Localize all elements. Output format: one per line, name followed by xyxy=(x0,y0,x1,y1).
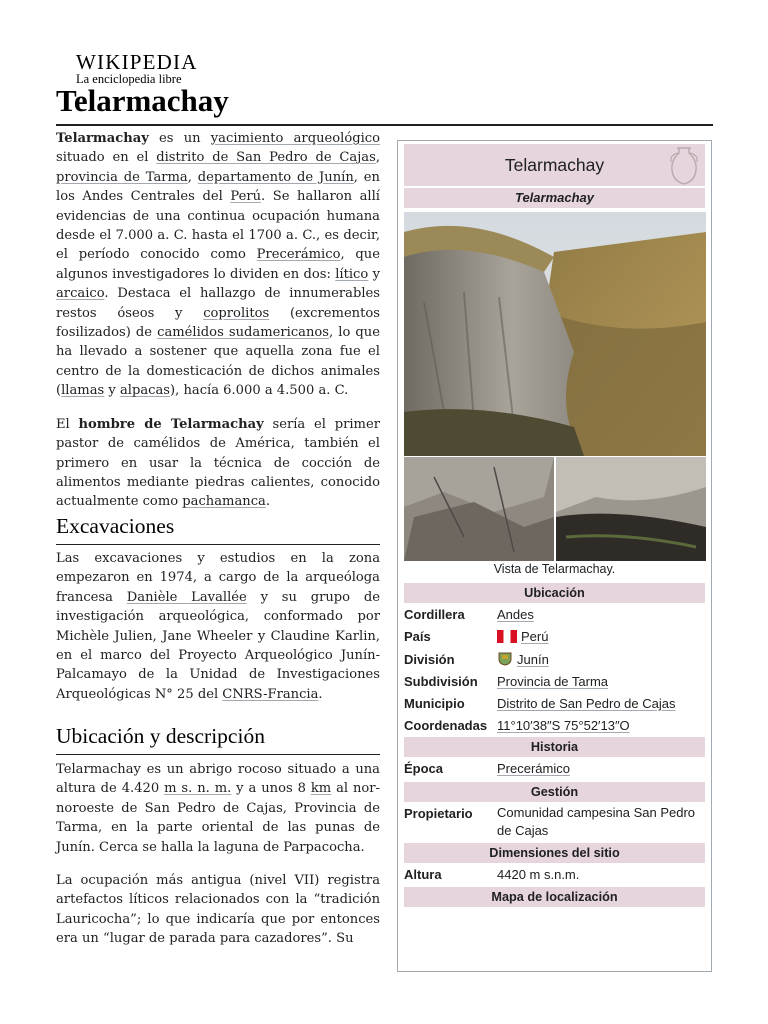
text: al nor-noroeste de San Pedro de Cajas, Provincia de Tarma, en la parte oriental de las punas de Junín. Cerca se halla la laguna de Parpacocha. xyxy=(56,781,380,855)
shelter-photo[interactable] xyxy=(556,457,706,561)
title-divider xyxy=(56,124,713,126)
value-propietario: Comunidad campesina San Pedro de Cajas xyxy=(497,805,696,838)
section-historia: Historia xyxy=(404,737,705,757)
rock-face-photo[interactable] xyxy=(404,457,554,561)
heading-rule xyxy=(56,754,380,755)
value-pais xyxy=(497,628,702,646)
text: sería el primer pastor de camélidos de América, también el primero en usar la técnica de cocción de alimentos mediante piedras calientes, conocido actualmente como xyxy=(56,416,380,510)
text: , en los Andes Centrales del xyxy=(56,169,380,205)
text: y su grupo de investigación arqueológica, conformado por Michèle Julien, Jane Wheeler y Claudine Karlin, en el marco del Proyecto Arqueológico Junín-Palcamayo de la Unidad de Investigaciones Arqueológicas N° 25 del xyxy=(56,589,380,702)
text: , xyxy=(187,169,198,185)
text: Las excavaciones y estudios en la zona empezaron en 1974, a cargo de la arqueóloga francesa xyxy=(56,551,380,605)
label-altura: Altura xyxy=(404,867,442,882)
text: El xyxy=(56,416,79,432)
wikipedia-wordmark[interactable]: WIKIPEDIA xyxy=(76,50,198,74)
intro-paragraph-1 xyxy=(56,129,380,401)
text: . Se hallaron allí evidencias de una continua ocupación humana desde el 7.000 a. C. hasta el 1700 a. C., es decir, el período conocido como xyxy=(56,189,380,263)
amphora-icon xyxy=(667,144,701,186)
heading-text: Excavaciones xyxy=(56,514,175,538)
link-msnm[interactable]: m s. n. m. xyxy=(164,781,232,797)
text: . Destaca el hallazgo de innumerables restos óseos y xyxy=(56,286,380,321)
infobox-title-bar xyxy=(404,144,705,186)
heading-excavaciones xyxy=(56,514,380,539)
label-subdivision: Subdivisión xyxy=(404,674,478,689)
label-coordenadas: Coordenadas xyxy=(404,718,488,733)
link-litico[interactable]: lítico xyxy=(335,266,369,282)
link-pachamanca[interactable]: pachamanca xyxy=(182,494,266,510)
link-departamento[interactable]: departamento de Junín xyxy=(197,169,354,185)
link-yacimiento[interactable]: yacimiento arqueológico xyxy=(210,131,380,146)
link-epoca[interactable]: Precerámico xyxy=(497,761,570,776)
intro-section xyxy=(56,129,380,512)
link-preceramico[interactable]: Precerámico xyxy=(256,247,341,263)
text: Telarmachay es un abrigo rocoso situado a una altura de 4.420 xyxy=(56,762,380,797)
ubicacion-section xyxy=(56,760,380,949)
value-altura: 4420 m s.n.m. xyxy=(497,867,580,882)
link-camelidos[interactable]: camélidos sudamericanos xyxy=(157,325,330,341)
link-division[interactable]: Junín xyxy=(517,652,549,667)
section-mapa: Mapa de localización xyxy=(404,887,705,907)
infobox-subtitle: Telarmachay xyxy=(404,188,705,208)
value-division xyxy=(497,651,702,669)
ubicacion-paragraph-2: La ocupación más antigua (nivel VII) registra artefactos líticos relacionados con la “tradición Lauricocha”; lo que indicaría que por entonces era un “lugar de parada para cazadores”. Su xyxy=(56,873,380,947)
text: , xyxy=(375,150,380,166)
section-gestion: Gestión xyxy=(404,782,705,802)
label-pais: País xyxy=(404,629,431,644)
label-cordillera: Cordillera xyxy=(404,607,465,622)
section-dimensiones: Dimensiones del sitio xyxy=(404,843,705,863)
heading-rule xyxy=(56,544,380,545)
text: situado en el xyxy=(56,150,157,166)
bold-term: Telarmachay xyxy=(56,131,149,146)
text: y xyxy=(368,266,380,282)
link-daniele-lavallee[interactable]: Danièle Lavallée xyxy=(126,589,247,605)
label-propietario: Propietario xyxy=(404,806,473,821)
text: . xyxy=(265,494,271,510)
link-alpacas[interactable]: alpacas xyxy=(119,383,171,399)
link-km[interactable]: km xyxy=(310,781,332,797)
link-cnrs-francia[interactable]: CNRS-Francia xyxy=(222,686,319,702)
ubicacion-paragraph-1 xyxy=(56,760,380,857)
link-llamas[interactable]: llamas xyxy=(61,383,105,399)
value-subdivision xyxy=(497,673,702,691)
text: , lo que ha llevado a sostener que aquella zona fue el centro de la domesticación de dichos animales ( xyxy=(56,325,380,399)
text: es un xyxy=(148,131,211,146)
section-ubicacion: Ubicación xyxy=(404,583,705,603)
value-municipio xyxy=(497,695,702,713)
junin-shield-icon xyxy=(497,652,513,666)
text: (excrementos fosilizados) de xyxy=(56,305,380,341)
cliff-photo[interactable] xyxy=(404,212,706,456)
value-coordenadas xyxy=(497,717,702,735)
link-coordenadas[interactable]: 11°10′38″S 75°52′13″O xyxy=(497,718,630,733)
text: y a unos 8 xyxy=(231,781,311,797)
link-peru[interactable]: Perú xyxy=(230,189,262,205)
link-coprolitos[interactable]: coprolitos xyxy=(203,305,270,321)
value-epoca xyxy=(497,760,702,778)
infobox xyxy=(397,140,712,972)
excavaciones-paragraph xyxy=(56,549,380,704)
heading-text: Ubicación y descripción xyxy=(56,724,265,748)
label-division: División xyxy=(404,652,455,667)
excavaciones-section xyxy=(56,549,380,704)
link-subdivision[interactable]: Provincia de Tarma xyxy=(497,674,609,689)
infobox-title: Telarmachay xyxy=(504,155,605,175)
text: y xyxy=(104,383,120,399)
page-title: Telarmachay xyxy=(56,83,229,118)
value-cordillera[interactable]: Andes xyxy=(497,607,534,622)
wikipedia-tagline: La enciclopedia libre xyxy=(76,72,182,86)
label-epoca: Época xyxy=(404,761,444,776)
image-caption: Vista de Telarmachay. xyxy=(493,562,616,576)
text: ), hacía 6.000 a 4.500 a. C. xyxy=(170,383,349,399)
link-pais[interactable]: Perú xyxy=(521,629,549,644)
link-provincia[interactable]: provincia de Tarma xyxy=(56,169,188,185)
intro-paragraph-2 xyxy=(56,415,380,512)
peru-flag-icon xyxy=(497,630,517,643)
link-arcaico[interactable]: arcaico xyxy=(56,286,105,302)
text: . xyxy=(318,686,323,702)
heading-ubicacion xyxy=(56,724,380,749)
label-municipio: Municipio xyxy=(404,696,465,711)
text: , que algunos investigadores lo dividen en dos: xyxy=(56,247,380,282)
bold-term: hombre de Telarmachay xyxy=(78,416,264,432)
link-municipio[interactable]: Distrito de San Pedro de Cajas xyxy=(497,696,676,711)
link-distrito[interactable]: distrito de San Pedro de Cajas xyxy=(156,150,376,166)
